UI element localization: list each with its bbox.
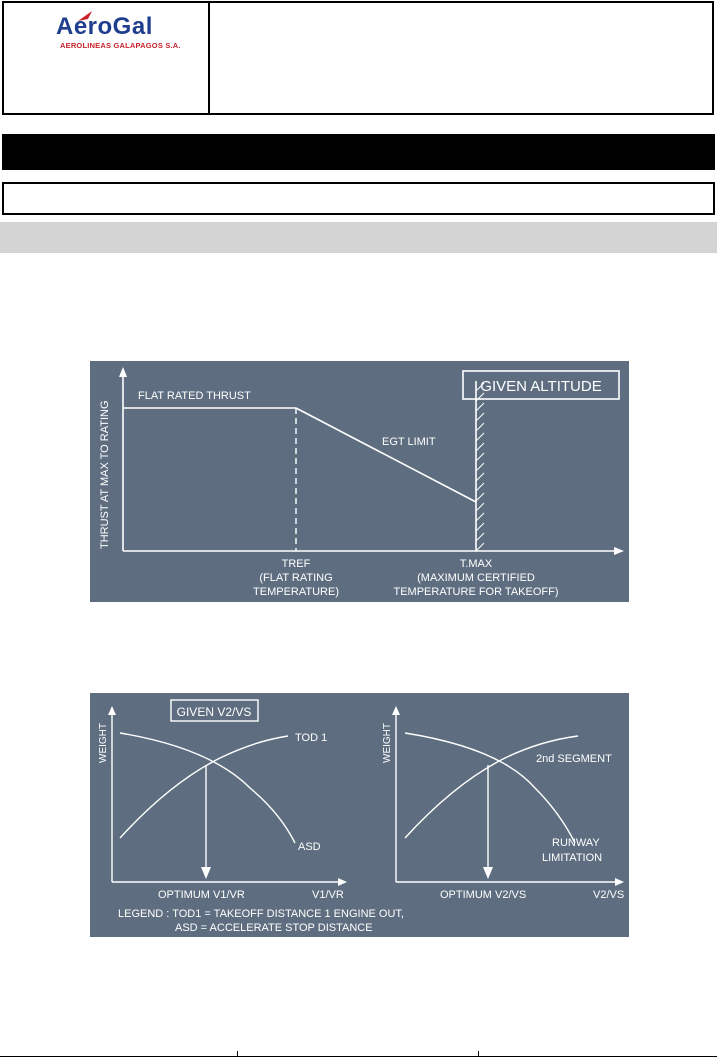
subsection-bar xyxy=(2,182,715,215)
footer-divider xyxy=(237,1051,238,1057)
thrust-rating-diagram xyxy=(90,361,629,602)
v2vs-axis-label: V2/VS xyxy=(593,889,625,901)
x-axis-arrow xyxy=(614,547,624,555)
optimum-v1vr-arrow xyxy=(201,867,211,879)
y-axis-arrow xyxy=(119,367,127,377)
egt-limit-line xyxy=(296,408,476,502)
second-segment-label: 2nd SEGMENT xyxy=(536,753,612,765)
right-x-axis-arrow xyxy=(615,878,624,886)
optimum-v1vr-label: OPTIMUM V1/VR xyxy=(158,889,245,901)
asd-curve xyxy=(120,733,295,843)
y-axis-label: THRUST AT MAX TO RATING xyxy=(99,400,111,549)
document-header xyxy=(2,1,714,115)
tod1-curve xyxy=(120,736,288,838)
logo-subtitle: AEROLINEAS GALAPAGOS S.A. xyxy=(60,41,181,50)
tod1-label: TOD 1 xyxy=(295,732,328,744)
footer-rule xyxy=(0,1056,717,1057)
left-y-axis-arrow xyxy=(108,706,116,715)
runway-label-line2: LIMITATION xyxy=(542,852,603,864)
right-y-axis-arrow xyxy=(392,706,400,715)
tref-label-line3: TEMPERATURE) xyxy=(253,586,339,598)
tmax-label-line2: (MAXIMUM CERTIFIED xyxy=(417,572,535,584)
given-v2vs-label: GIVEN V2/VS xyxy=(176,705,252,719)
runway-limitation-curve xyxy=(405,733,575,843)
optimum-speed-diagram xyxy=(90,693,629,937)
tmax-label: T.MAX xyxy=(459,558,493,570)
right-y-axis-label: WEIGHT xyxy=(382,723,393,763)
asd-label: ASD xyxy=(298,841,321,853)
legend-line1: LEGEND : TOD1 = TAKEOFF DISTANCE 1 ENGINE OUT, xyxy=(118,908,404,920)
left-x-axis-arrow xyxy=(338,878,347,886)
footer-divider xyxy=(478,1051,479,1057)
logo-name: AeroGal xyxy=(56,13,153,40)
runway-label: RUNWAY xyxy=(552,837,600,849)
tmax-hatch xyxy=(476,383,484,551)
topic-bar xyxy=(0,222,717,253)
tref-label: TREF xyxy=(281,558,311,570)
egt-limit-label: EGT LIMIT xyxy=(382,436,436,448)
tref-label-line2: (FLAT RATING xyxy=(259,572,333,584)
flat-rated-thrust-label: FLAT RATED THRUST xyxy=(138,390,251,402)
logo-cell xyxy=(4,3,210,113)
optimum-v2vs-label: OPTIMUM V2/VS xyxy=(440,889,527,901)
thrust-rating-figure xyxy=(90,361,629,602)
section-title-bar xyxy=(2,134,715,170)
tmax-label-line3: TEMPERATURE FOR TAKEOFF) xyxy=(393,586,559,598)
given-altitude-label: GIVEN ALTITUDE xyxy=(480,378,602,395)
optimum-speed-figure xyxy=(90,693,629,937)
second-segment-curve xyxy=(405,736,578,838)
v1vr-axis-label: V1/VR xyxy=(312,889,344,901)
legend-line2: ASD = ACCELERATE STOP DISTANCE xyxy=(175,922,373,934)
left-y-axis-label: WEIGHT xyxy=(98,723,109,763)
optimum-v2vs-arrow xyxy=(483,867,493,879)
